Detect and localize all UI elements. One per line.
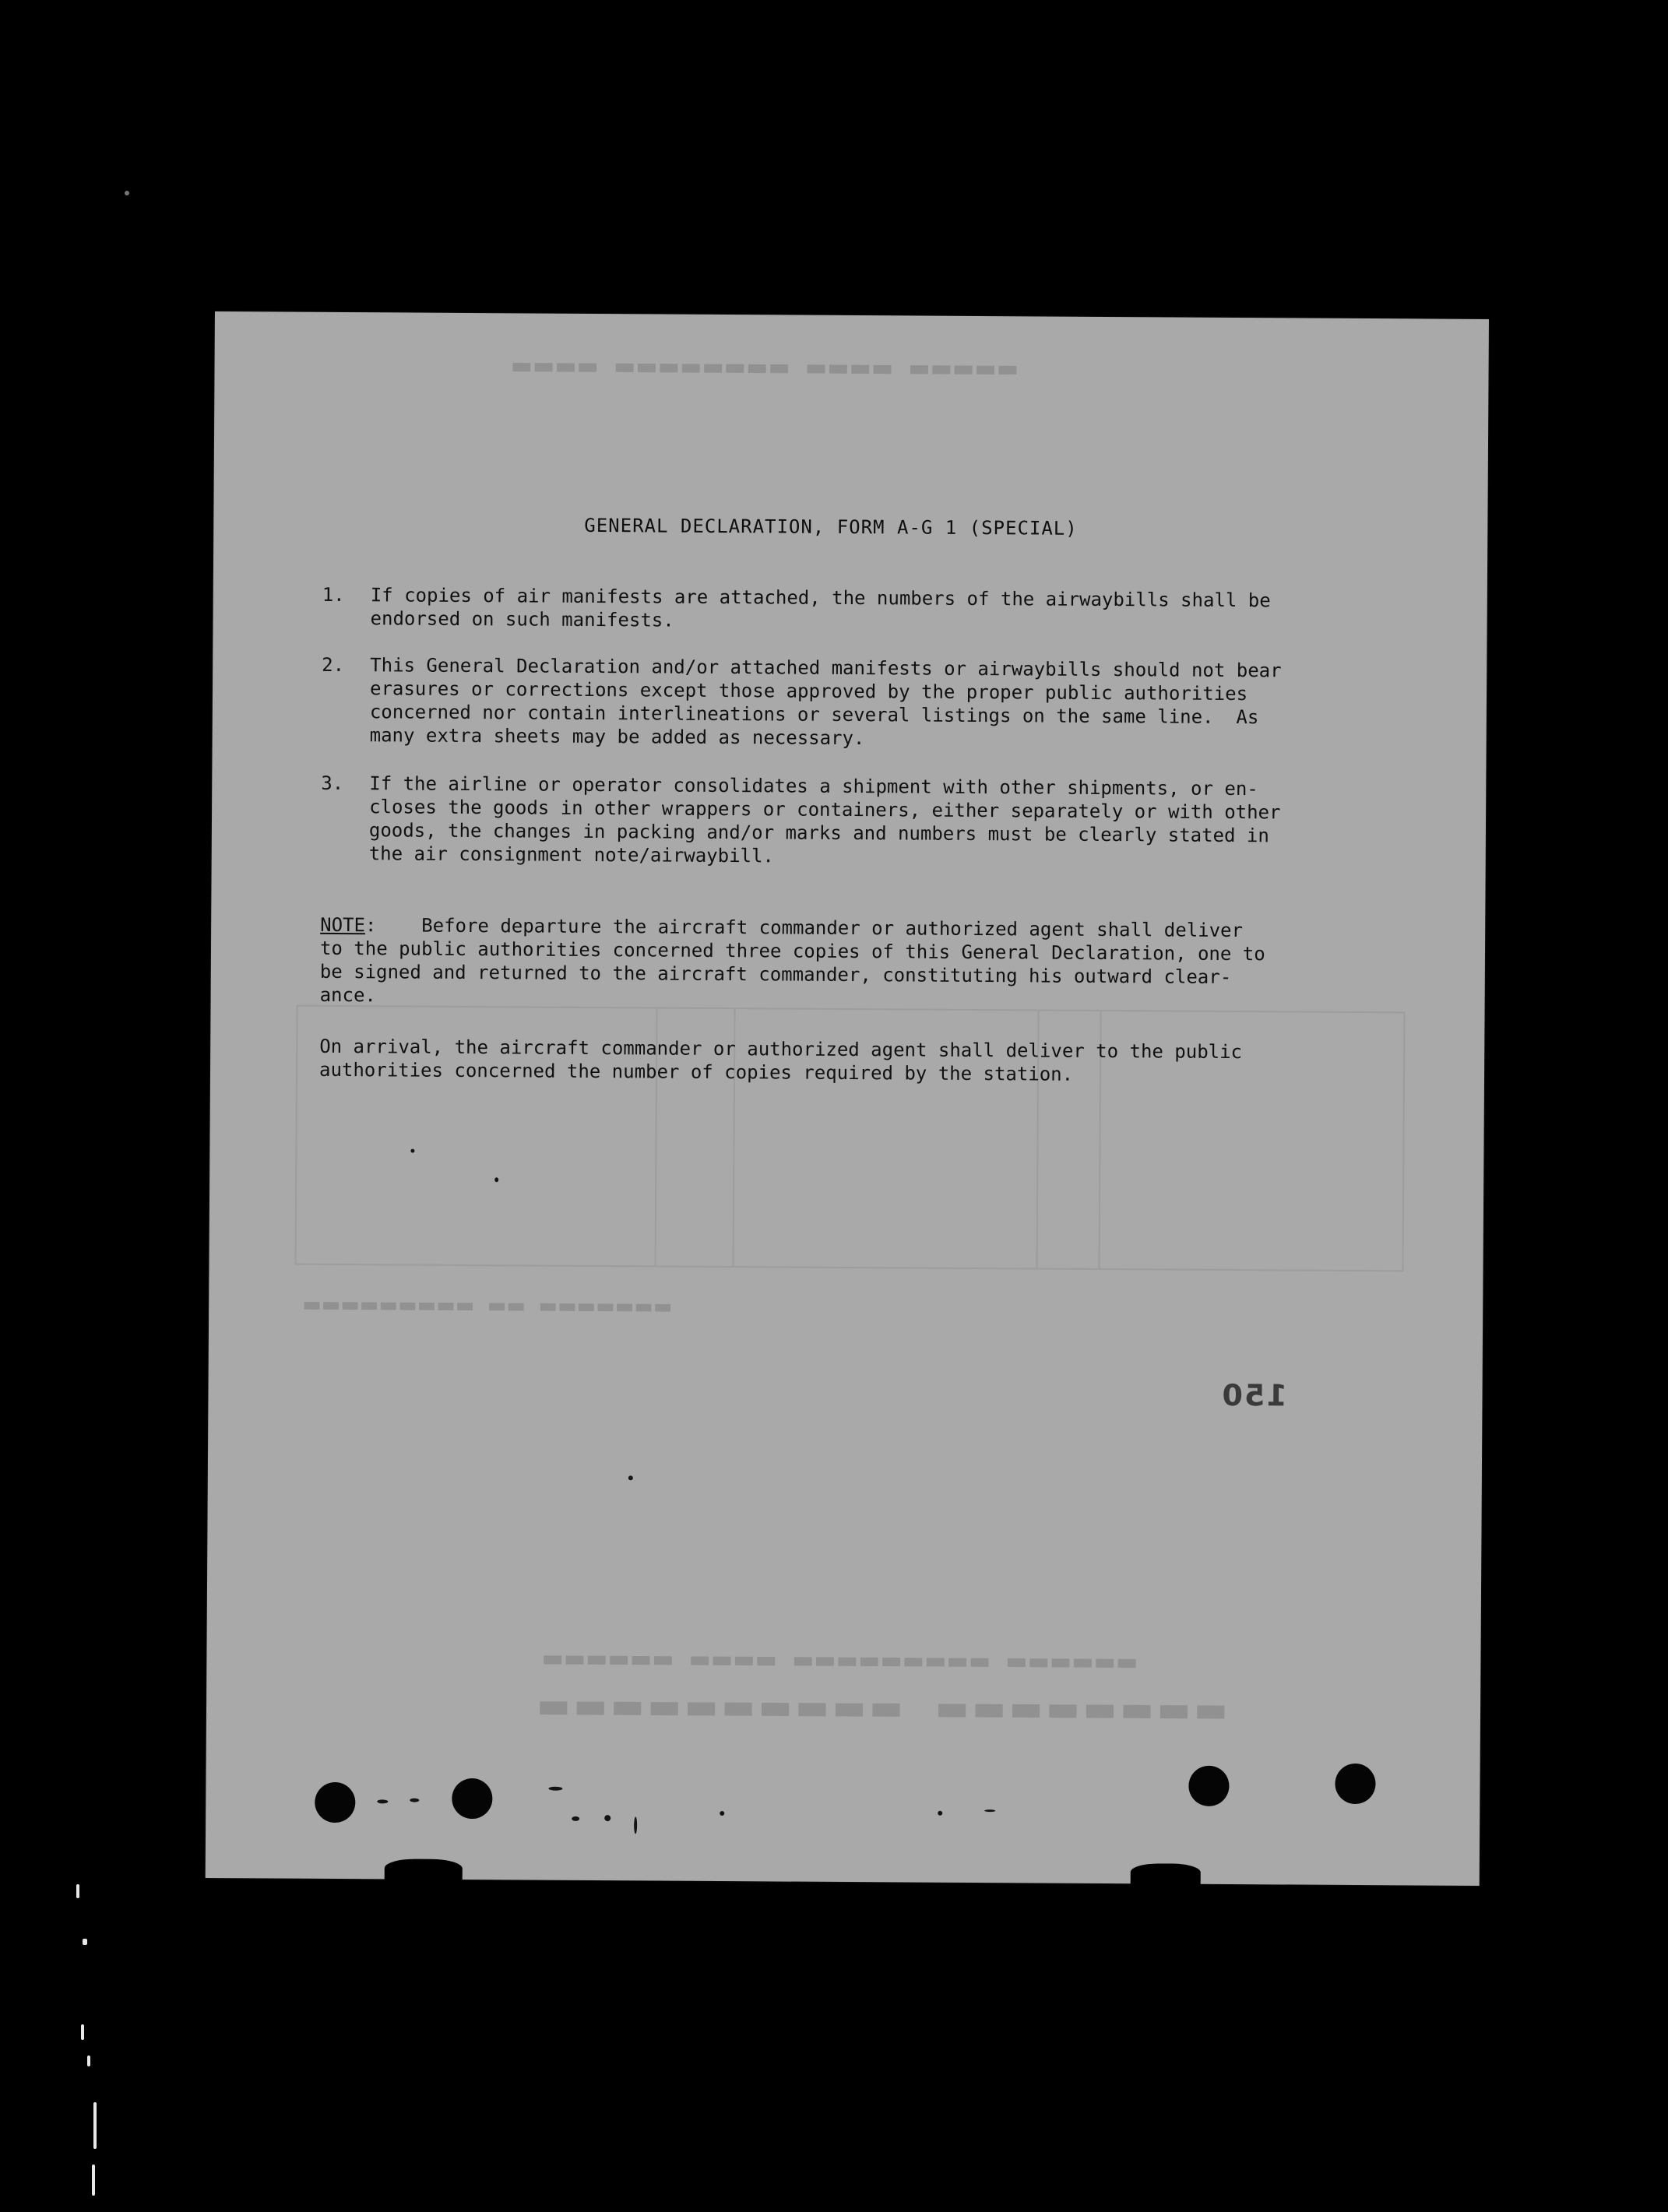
dust-speck [938, 1811, 942, 1816]
film-edge-mark [81, 2024, 84, 2040]
item-text: If the airline or operator consolidates a shipment with other shipments, or en- closes the goods in other wrappers or containers, either separately or with other goods, the changes in packing and/or marks and numbers must be clearly stated in the air consignment note/airwaybill. [368, 772, 1281, 867]
dust-speck [572, 1816, 579, 1821]
torn-edge [385, 1859, 463, 1883]
dust-speck [634, 1816, 637, 1834]
dust-speck [494, 1177, 498, 1182]
dust-speck [377, 1799, 388, 1803]
dust-speck [125, 191, 129, 195]
bleed-through-text: ▬▬▬▬▬▬ ▬▬▬▬▬▬▬▬▬ ▬▬▬▬ ▬▬▬▬▬▬ [541, 1644, 1138, 1676]
punch-hole [452, 1778, 492, 1819]
dust-speck [984, 1809, 995, 1812]
dust-speck [548, 1787, 562, 1791]
torn-edge [1131, 1863, 1201, 1886]
film-edge-mark [87, 2056, 90, 2066]
instruction-item [322, 653, 1350, 753]
note-text: : Before departure the aircraft commander or authorized agent shall deliver to the public authorities concerned three copies of this General Declaration, one to be signed and returned to the aircraft commander, constituting his outward clear- ance. [319, 914, 1265, 1007]
instruction-item [321, 772, 1350, 871]
document-title: GENERAL DECLARATION, FORM A-G 1 (SPECIAL) [584, 514, 1078, 540]
item-number: 3. [321, 772, 344, 795]
item-number: 2. [322, 653, 345, 677]
dust-speck [410, 1149, 414, 1153]
dust-speck [410, 1799, 419, 1802]
dust-speck [628, 1475, 633, 1480]
bleed-through-text: ▬▬▬▬▬ ▬▬▬▬ ▬▬▬▬▬▬▬▬ ▬▬▬▬ [510, 352, 1019, 383]
item-text: This General Declaration and/or attached manifests or airwaybills should not bear erasures or corrections except those approved by the proper public authorities concerned nor contain interlineations or several listings on the same line. As many extra sheets may be added as necessary. [369, 654, 1282, 750]
film-edge-mark [76, 1884, 79, 1898]
dust-speck [720, 1811, 724, 1816]
punch-hole [1335, 1764, 1375, 1804]
bleed-through-text: ▬▬▬▬▬▬▬ ▬▬ ▬▬▬▬▬▬▬▬▬ [302, 1292, 673, 1319]
film-edge-mark [92, 2165, 95, 2196]
item-text: If copies of air manifests are attached, the numbers of the airwaybills shall be endorsed on such manifests. [370, 584, 1271, 631]
punch-hole [315, 1782, 355, 1823]
arrival-paragraph: On arrival, the aircraft commander or authorized agent shall deliver to the public authorities concerned the number of copies required by the station. [318, 1035, 1243, 1085]
note-paragraph [320, 913, 1364, 1013]
film-edge-mark [93, 2102, 97, 2149]
note-label: NOTE [320, 913, 366, 937]
document-page [206, 311, 1489, 1886]
item-number: 1. [322, 583, 345, 607]
dust-speck [604, 1815, 611, 1821]
punch-hole [1188, 1766, 1229, 1806]
page-number-mirrored: 150 [1220, 1377, 1287, 1413]
film-edge-mark [83, 1939, 87, 1945]
bleed-through-heading: ▬▬▬▬▬▬▬▬ ▬▬▬▬▬▬▬▬▬▬ [533, 1683, 1228, 1730]
